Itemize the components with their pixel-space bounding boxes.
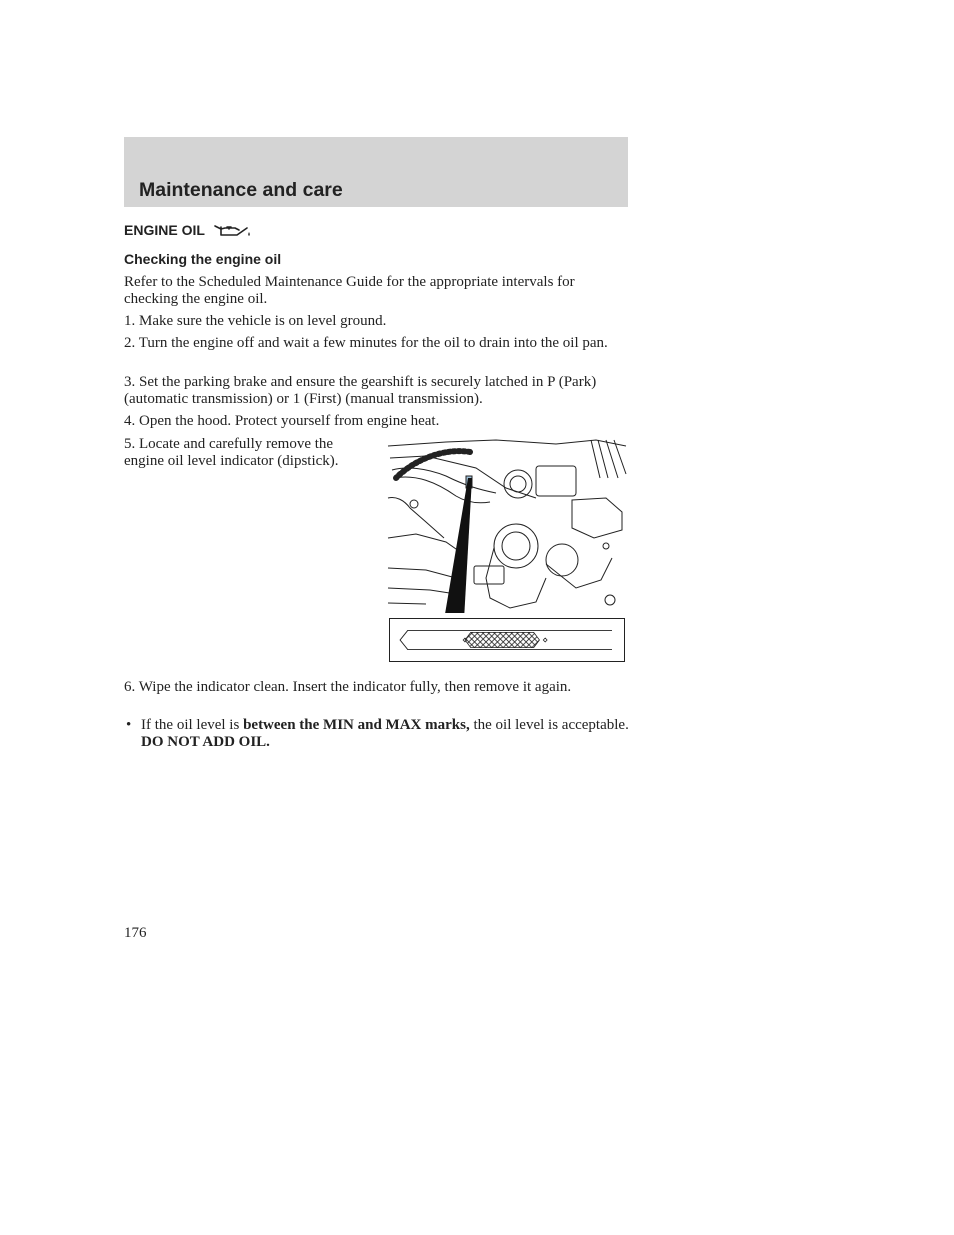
bullet-emphasis-do-not-add: DO NOT ADD OIL. bbox=[141, 734, 270, 750]
bullet-text-part: the oil level is acceptable. bbox=[469, 717, 629, 733]
header-band bbox=[124, 137, 628, 207]
step-4: 4. Open the hood. Protect yourself from engine heat. bbox=[124, 413, 440, 429]
bullet-oil-level bbox=[124, 717, 630, 751]
bullet-text bbox=[124, 717, 630, 751]
sub-heading: Checking the engine oil bbox=[124, 251, 282, 267]
engine-compartment-illustration bbox=[386, 438, 628, 613]
step-6: 6. Wipe the indicator clean. Insert the indicator fully, then remove it again. bbox=[124, 679, 572, 695]
section-title: ENGINE OIL bbox=[124, 222, 205, 238]
oil-can-icon bbox=[213, 220, 251, 240]
section-heading bbox=[124, 220, 251, 240]
dipstick-illustration bbox=[389, 618, 625, 662]
step-1: 1. Make sure the vehicle is on level ground. bbox=[124, 313, 387, 329]
paragraph-intro: Refer to the Scheduled Maintenance Guide for the appropriate intervals for checking the engine oil. bbox=[124, 274, 575, 307]
bullet-text-part: If the oil level is bbox=[141, 717, 244, 733]
step-3: 3. Set the parking brake and ensure the gearshift is securely latched in P (Park) (automatic transmission) or 1 (First) (manual transmission). bbox=[124, 374, 597, 407]
page-title: Maintenance and care bbox=[139, 179, 343, 201]
step-2: 2. Turn the engine off and wait a few minutes for the oil to drain into the oil pan. bbox=[124, 335, 608, 351]
step-5: 5. Locate and carefully remove the engine oil level indicator (dipstick). bbox=[124, 436, 339, 469]
bullet-emphasis-marks: between the MIN and MAX marks, bbox=[243, 717, 470, 733]
bullet-point: • bbox=[126, 717, 132, 733]
page-number: 176 bbox=[124, 925, 147, 941]
